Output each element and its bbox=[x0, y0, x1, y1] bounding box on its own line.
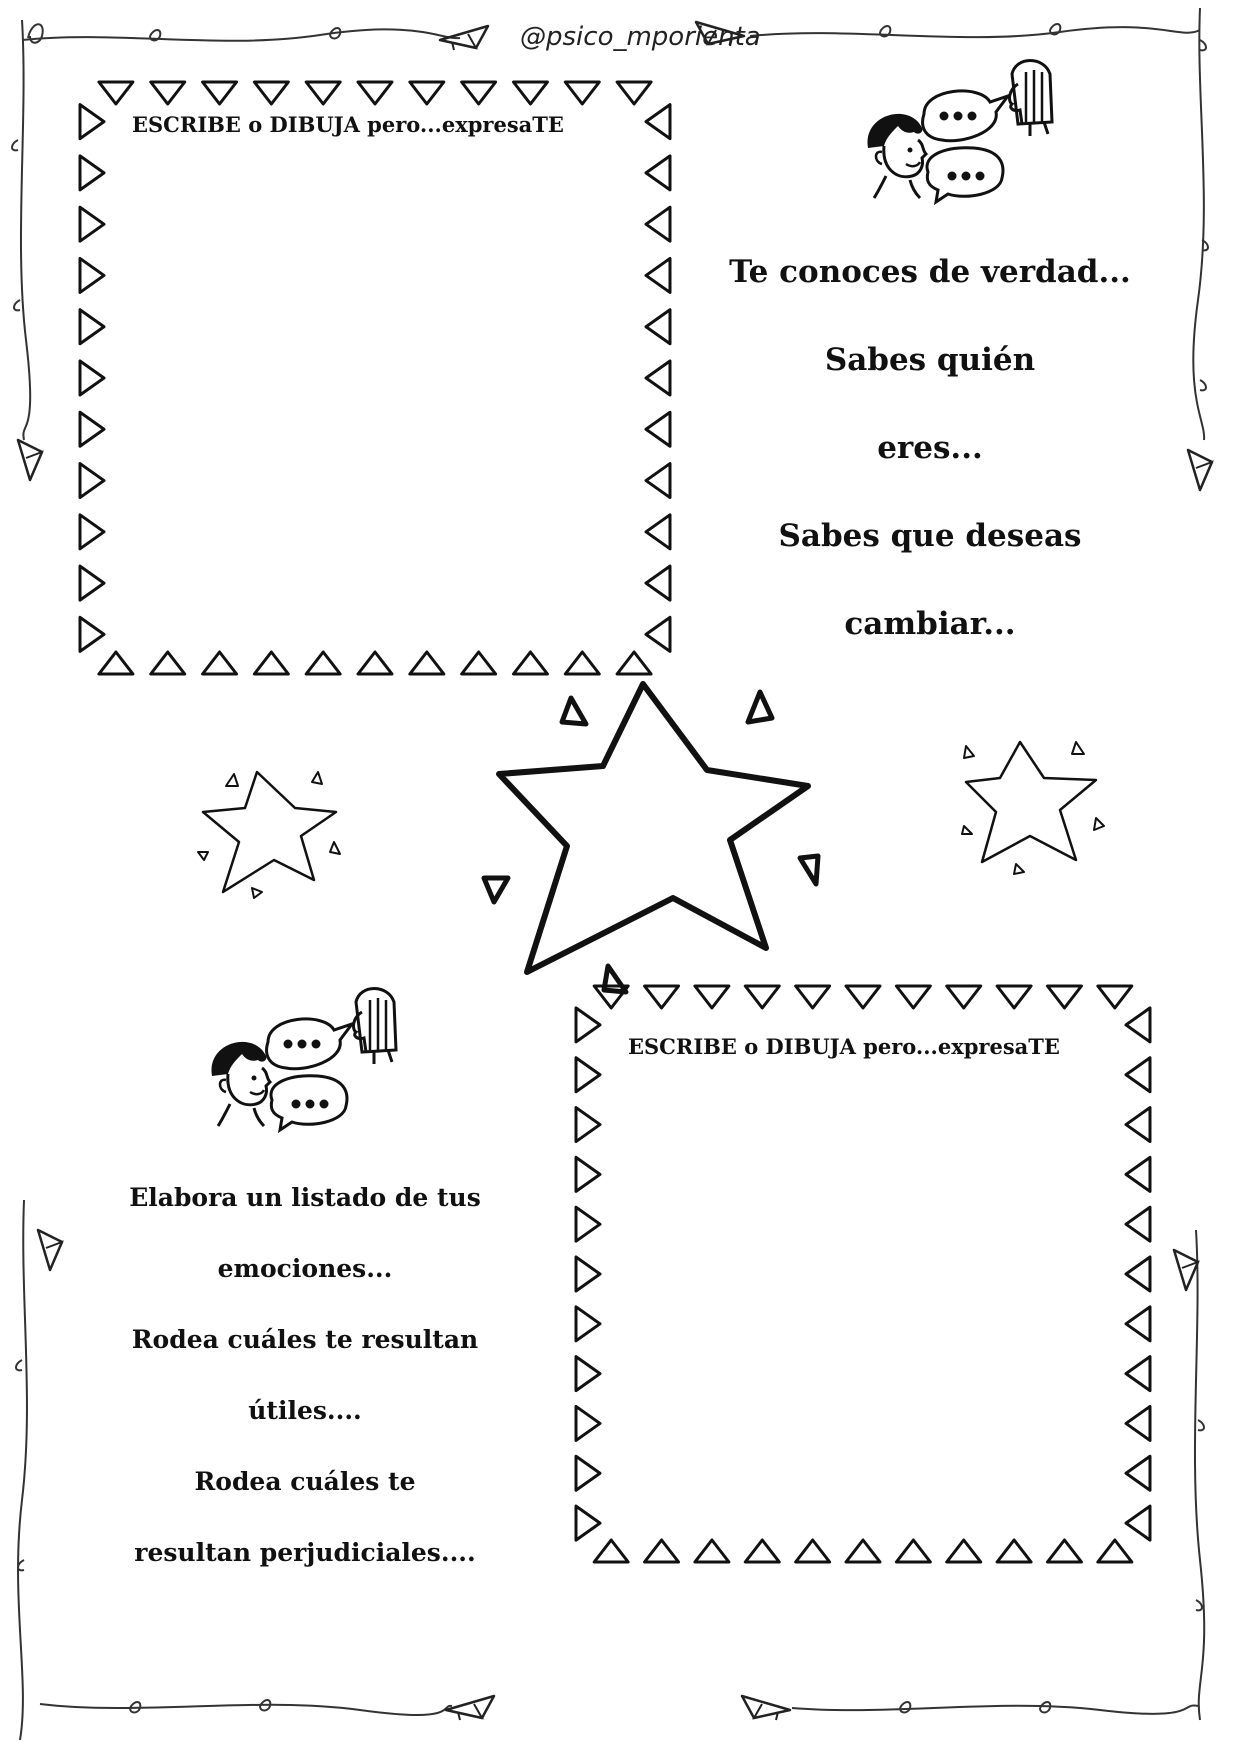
border-triangle bbox=[997, 986, 1031, 1008]
border-triangle bbox=[947, 986, 981, 1008]
border-triangle bbox=[646, 566, 670, 600]
border-triangle bbox=[306, 82, 340, 104]
prompt-line: emociones... bbox=[217, 1254, 393, 1283]
self-knowledge-prompt bbox=[700, 250, 1160, 690]
border-triangle bbox=[1126, 1207, 1150, 1241]
border-triangle bbox=[846, 986, 880, 1008]
border-triangle bbox=[646, 156, 670, 190]
border-triangle bbox=[80, 617, 104, 651]
border-triangle bbox=[646, 617, 670, 651]
border-triangle bbox=[1126, 1307, 1150, 1341]
border-triangle bbox=[947, 1540, 981, 1562]
border-triangle bbox=[203, 82, 237, 104]
border-triangle bbox=[565, 82, 599, 104]
border-triangle bbox=[646, 207, 670, 241]
border-triangle bbox=[576, 1506, 600, 1540]
prompt-line: resultan perjudiciales.... bbox=[134, 1538, 476, 1567]
border-triangle bbox=[695, 986, 729, 1008]
prompt-line: Te conoces de verdad... bbox=[729, 254, 1131, 290]
border-triangle bbox=[745, 986, 779, 1008]
border-triangle bbox=[151, 82, 185, 104]
border-triangle bbox=[80, 258, 104, 292]
border-triangle bbox=[576, 1456, 600, 1490]
border-triangle bbox=[594, 1540, 628, 1562]
border-triangle bbox=[576, 1207, 600, 1241]
border-triangle bbox=[745, 1540, 779, 1562]
border-triangle bbox=[695, 1540, 729, 1562]
border-triangle bbox=[646, 258, 670, 292]
prompt-line: eres... bbox=[877, 430, 983, 466]
border-triangle bbox=[617, 652, 651, 674]
border-triangle bbox=[1047, 1540, 1081, 1562]
prompt-line: Sabes que deseas bbox=[778, 518, 1082, 554]
border-triangle bbox=[80, 515, 104, 549]
border-triangle bbox=[646, 105, 670, 139]
border-triangle bbox=[80, 156, 104, 190]
prompt-line: útiles.... bbox=[248, 1396, 362, 1425]
border-triangle bbox=[896, 1540, 930, 1562]
border-triangle bbox=[462, 82, 496, 104]
border-triangle bbox=[796, 986, 830, 1008]
border-triangle bbox=[576, 1058, 600, 1092]
border-triangle bbox=[1126, 1108, 1150, 1142]
border-triangle bbox=[646, 310, 670, 344]
border-triangle bbox=[646, 361, 670, 395]
border-triangle bbox=[254, 82, 288, 104]
border-triangle bbox=[617, 82, 651, 104]
border-triangle bbox=[645, 986, 679, 1008]
emotions-prompt bbox=[95, 1180, 515, 1606]
border-triangle bbox=[410, 82, 444, 104]
prompt-line: Rodea cuáles te resultan bbox=[131, 1325, 479, 1354]
border-triangle bbox=[1098, 986, 1132, 1008]
border-triangle bbox=[1126, 1456, 1150, 1490]
border-triangle bbox=[358, 82, 392, 104]
border-triangle bbox=[151, 652, 185, 674]
border-triangle bbox=[1126, 1357, 1150, 1391]
border-triangle bbox=[358, 652, 392, 674]
prompt-line: Elabora un listado de tus bbox=[129, 1183, 481, 1212]
border-triangle bbox=[99, 652, 133, 674]
border-triangle bbox=[997, 1540, 1031, 1562]
border-triangle bbox=[513, 652, 547, 674]
border-triangle bbox=[80, 361, 104, 395]
border-triangle bbox=[896, 986, 930, 1008]
border-triangle bbox=[80, 464, 104, 498]
border-triangle bbox=[1126, 1406, 1150, 1440]
border-triangle bbox=[1126, 1506, 1150, 1540]
border-triangle bbox=[565, 652, 599, 674]
drawing-box-top-title: ESCRIBE o DIBUJA pero...expresaTE bbox=[132, 112, 564, 137]
border-triangle bbox=[462, 652, 496, 674]
border-triangle bbox=[576, 1008, 600, 1042]
border-triangle bbox=[410, 652, 444, 674]
border-triangle bbox=[203, 652, 237, 674]
border-triangle bbox=[1098, 1540, 1132, 1562]
border-triangle bbox=[796, 1540, 830, 1562]
drawing-box-bottom-title: ESCRIBE o DIBUJA pero...expresaTE bbox=[628, 1034, 1060, 1059]
border-triangle bbox=[1047, 986, 1081, 1008]
border-triangle bbox=[646, 464, 670, 498]
prompt-line: Rodea cuáles te bbox=[194, 1467, 416, 1496]
author-handle: @psico_mporienta bbox=[520, 22, 761, 52]
border-triangle bbox=[306, 652, 340, 674]
border-triangle bbox=[1126, 1008, 1150, 1042]
border-triangle bbox=[80, 566, 104, 600]
border-triangle bbox=[1126, 1257, 1150, 1291]
border-triangle bbox=[646, 515, 670, 549]
prompt-line: cambiar... bbox=[844, 606, 1016, 642]
border-triangle bbox=[80, 105, 104, 139]
border-triangle bbox=[80, 412, 104, 446]
border-triangle bbox=[576, 1157, 600, 1191]
border-triangle bbox=[1126, 1058, 1150, 1092]
prompt-line: Sabes quién bbox=[824, 342, 1036, 378]
border-triangle bbox=[80, 310, 104, 344]
border-triangle bbox=[576, 1307, 600, 1341]
border-triangle bbox=[99, 82, 133, 104]
border-triangle bbox=[645, 1540, 679, 1562]
border-triangle bbox=[1126, 1157, 1150, 1191]
border-triangle bbox=[576, 1257, 600, 1291]
border-triangle bbox=[576, 1108, 600, 1142]
border-triangle bbox=[513, 82, 547, 104]
border-triangle bbox=[576, 1357, 600, 1391]
border-triangle bbox=[846, 1540, 880, 1562]
border-triangle bbox=[254, 652, 288, 674]
border-triangle bbox=[646, 412, 670, 446]
border-triangle bbox=[80, 207, 104, 241]
border-triangle bbox=[576, 1406, 600, 1440]
